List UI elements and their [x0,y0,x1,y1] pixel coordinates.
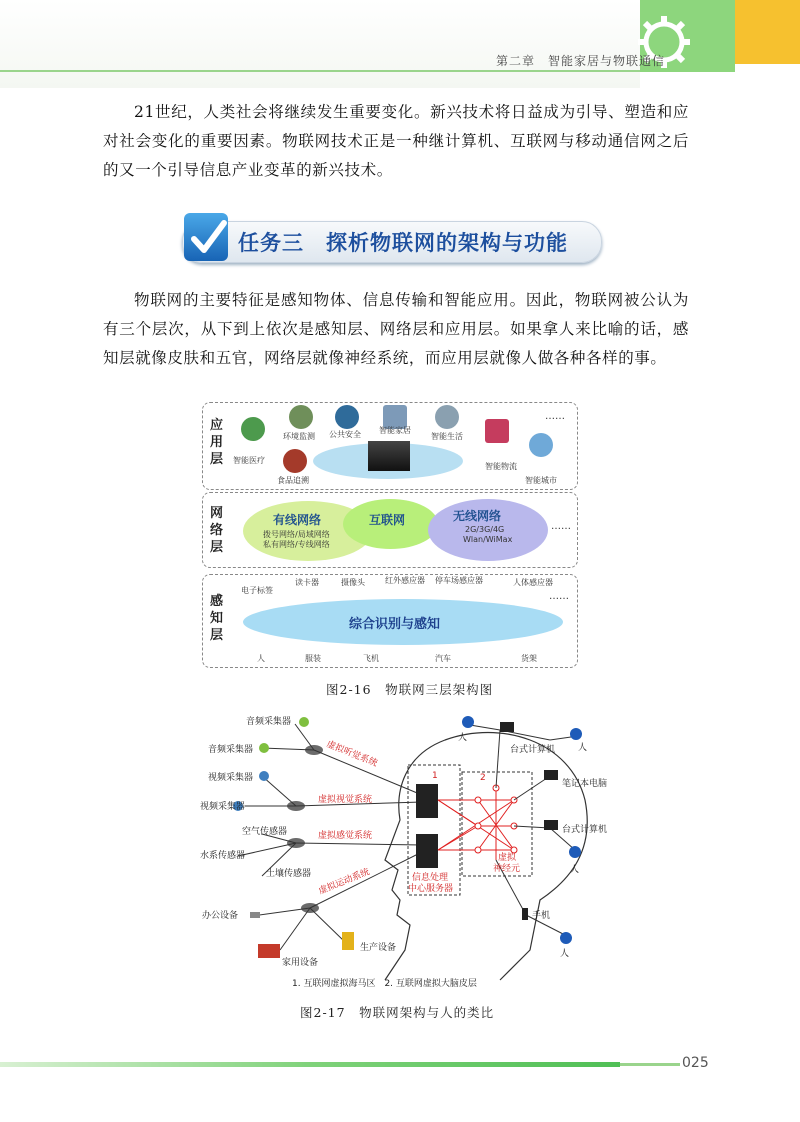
app-item: 公共安全 [329,430,361,439]
system-label: 虚拟听觉系统 [324,739,379,770]
object-item: 货架 [521,654,537,663]
sensor-item: 停车场感应器 [435,576,483,585]
device-label: 视频采集器 [200,802,246,812]
footer-rule-end [620,1063,680,1066]
server-label: 中心服务器 [408,884,454,894]
city-icon [529,433,553,457]
header-band [0,0,640,88]
endpoint-label: 人 [570,865,580,875]
video-collector-icon [259,771,269,781]
office-device-icon [250,912,260,918]
chapter-title: 第二章 智能家居与物联通信 [495,54,665,68]
sensor-item: 摄像头 [341,578,365,587]
intro-paragraph [103,98,689,185]
sensing-layer [202,574,578,668]
device-label: 土壤传感器 [266,869,312,879]
production-device-icon [342,932,354,950]
wireless-sub: 2G/3G/4G [465,525,505,534]
person-icon [560,932,572,944]
app-item: 环境监测 [283,432,315,441]
sense-more: …… [549,591,569,602]
audio-collector-icon [299,717,309,727]
wireless-sub: Wlan/WiMax [463,535,513,544]
security-icon [335,405,359,429]
region-marker: 2 [480,773,486,783]
intro-text: 21世纪，人类社会将继续发生重要变化。新兴技术将日益成为引导、塑造和应对社会变化的重要因素。物联网技术正是一种继计算机、互联网与移动通信网之后的又一个引导信息产业变革的新兴技术。 [103,103,689,179]
endpoint-label: 笔记本电脑 [562,779,608,789]
sensing-center: 综合识别与感知 [349,617,441,632]
life-icon [435,405,459,429]
server-cluster-icon [368,441,410,471]
system-label: 虚拟视觉系统 [318,795,373,805]
region-marker: 1 [432,771,438,781]
app-item: 智能生活 [431,432,463,441]
endpoint-label: 人 [560,949,570,959]
footer-rule [0,1062,620,1067]
device-label: 生产设备 [360,943,397,953]
figure1-caption: 图2-16 物联网三层架构图 [326,682,494,697]
sensor-item: 红外感应器 [385,576,425,585]
network-layer [202,492,578,568]
sensor-item: 人体感应器 [513,578,553,587]
head-outline [385,733,587,981]
body-paragraph [103,286,689,373]
wired-label: 有线网络 [273,513,322,527]
app-item: 智能城市 [525,476,557,485]
endpoint-label: 台式计算机 [562,825,608,835]
desktop-icon [544,820,558,830]
device-label: 空气传感器 [242,827,288,837]
endpoint-label: 人 [578,743,588,753]
home-device-icon [258,944,280,958]
phone-icon [522,908,528,920]
server-label: 信息处理 [412,873,449,883]
neuron-label: 神经元 [493,864,521,874]
header-rule [0,70,640,72]
wired-sub: 私有网络/专线网络 [263,540,330,549]
sensor-item: 读卡器 [295,578,319,587]
device-label: 家用设备 [282,958,319,968]
server-icon [416,784,438,818]
application-layer [202,402,578,490]
person-icon [569,846,581,858]
device-label: 水系传感器 [200,851,246,861]
system-label: 虚拟感觉系统 [318,831,373,841]
app-more: …… [545,411,565,422]
net-more: …… [551,521,571,532]
desktop-icon [500,722,514,732]
app-item: 智能物流 [485,462,517,471]
object-item: 服装 [305,654,321,663]
app-item: 食品追溯 [277,476,309,485]
logistics-icon [485,419,509,443]
environment-icon [289,405,313,429]
task-banner [182,213,602,265]
network-layer-label: 网络层 [210,506,224,555]
medical-icon [241,417,265,441]
endpoint-label: 台式计算机 [510,745,556,755]
application-layer-label: 应用层 [210,418,224,467]
three-layer-figure [200,400,600,672]
app-item: 智能医疗 [233,456,265,465]
system-label: 虚拟运动系统 [317,867,372,897]
object-item: 人 [257,654,265,663]
body-text: 物联网的主要特征是感知物体、信息传输和智能应用。因此，物联网被公认为有三个层次，从下到上依次是感知层、网络层和应用层。如果拿人来比喻的话，感知层就像皮肤和五官，网络层就像神经系统，而应用层就像人做各种各样的事。 [103,291,689,367]
figure2-legend: 1. 互联网虚拟海马区 2. 互联网虚拟大脑皮层 [292,979,477,989]
human-analogy-figure [200,710,610,995]
header-yellow-block [735,0,800,64]
person-icon [570,728,582,740]
checkmark-icon [186,217,230,259]
object-item: 飞机 [363,654,379,663]
object-item: 汽车 [435,654,451,663]
sensing-layer-label: 感知层 [210,594,224,643]
sensor-item: 电子标签 [241,586,273,595]
figure2-caption: 图2-17 物联网架构与人的类比 [300,1005,495,1020]
page-number: 025 [682,1055,709,1071]
wireless-label: 无线网络 [453,509,502,523]
task-title: 任务三 探析物联网的架构与功能 [238,231,568,255]
device-label: 音频采集器 [246,717,292,727]
laptop-icon [544,770,558,780]
endpoint-label: 手机 [532,911,551,921]
server-icon [416,834,438,868]
device-label: 视频采集器 [208,773,254,783]
audio-collector-icon [259,743,269,753]
person-icon [462,716,474,728]
device-label: 办公设备 [202,911,239,921]
wired-sub: 拨号网络/局域网络 [263,530,330,539]
neuron-label: 虚拟 [498,853,517,863]
internet-label: 互联网 [369,513,406,527]
food-icon [283,449,307,473]
device-label: 音频采集器 [208,745,254,755]
app-item: 智能家居 [379,426,411,435]
endpoint-label: 人 [458,733,468,743]
